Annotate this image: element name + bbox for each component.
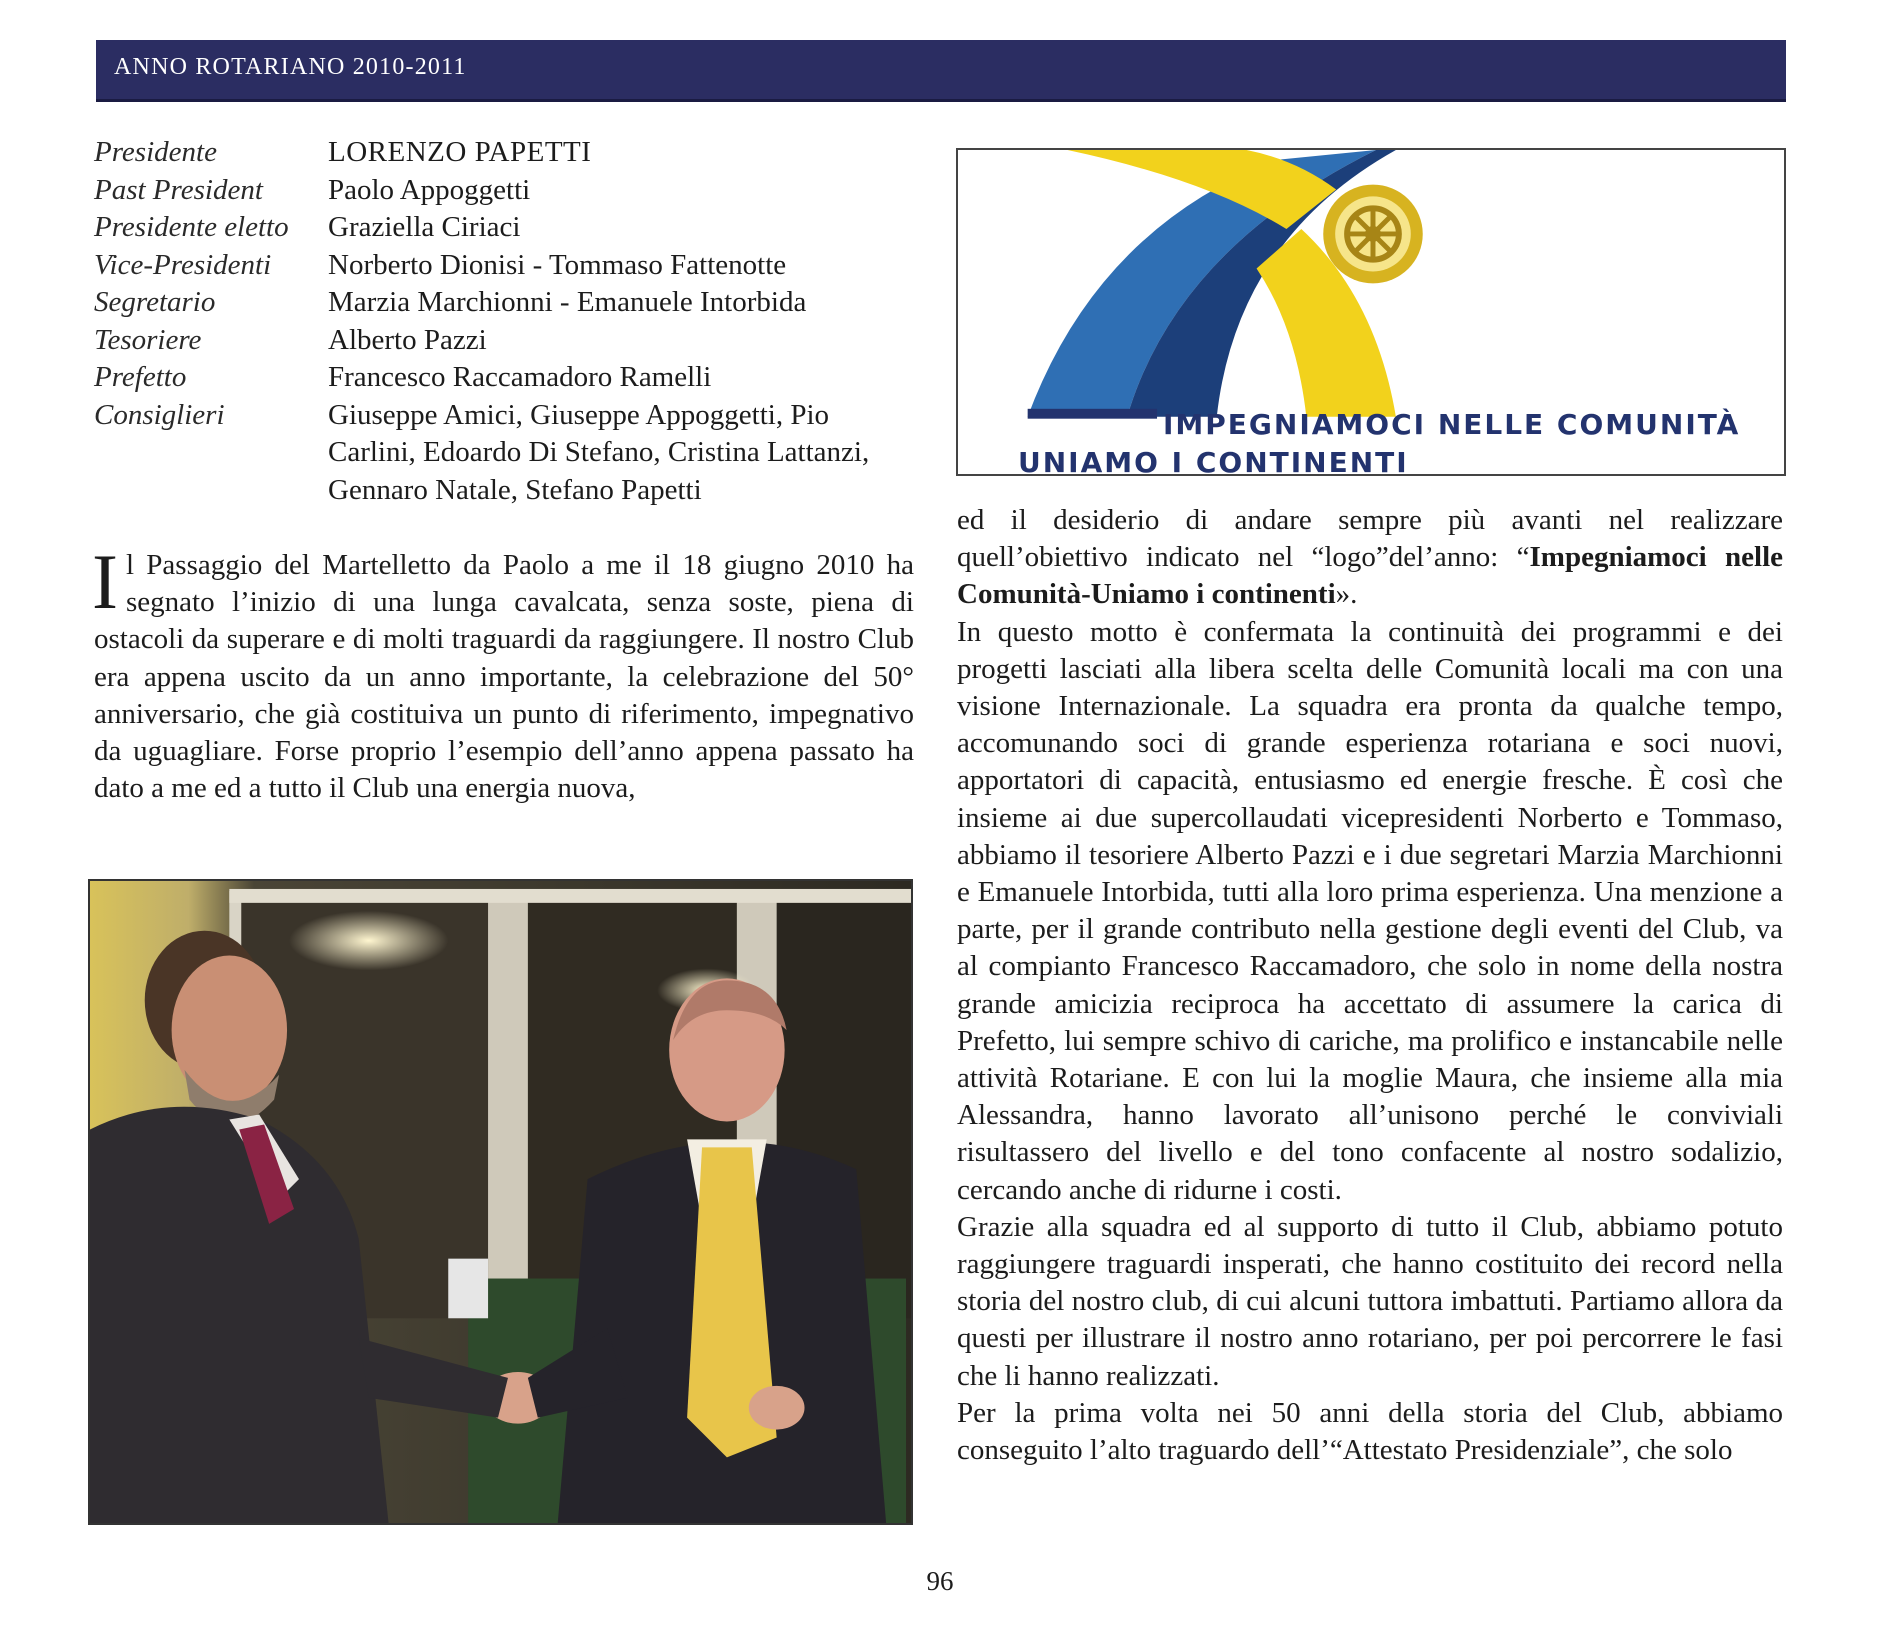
paragraph [957,502,1783,614]
officer-role: Vice-Presidenti [94,248,272,281]
officers-list [94,134,924,509]
logo-motto-line1: IMPEGNIAMOCI NELLE COMUNITÀ [1163,408,1741,441]
officer-name: Francesco Raccamadoro Ramelli [328,361,712,393]
officer-name: Marzia Marchionni - Emanuele Intorbida [328,286,807,318]
drop-cap: I [92,538,118,625]
section-header-band [96,40,1786,102]
officer-name: LORENZO PAPETTI [328,136,592,168]
officer-row [94,359,924,397]
officer-role: Consiglieri [94,398,225,431]
officer-row [94,284,924,322]
officer-row [94,172,924,210]
intro-paragraph [92,538,914,807]
handshake-photo [88,879,913,1525]
officer-role: Presidente eletto [94,211,289,243]
paragraph-text: ». [1335,578,1358,611]
intro-text: l Passaggio del Martelletto da Paolo a me il 18 giugno 2010 ha segnato l’inizio di una lunga cavalcata, senza soste, piena di ostacoli da superare e di molti traguardi da raggiungere. Il nostro Club era appena uscito da un anno importante, la celebrazione del 50° anniversario, che già costituiva un punto di riferimento, impegnativo da uguagliare. Forse proprio l’esempio dell’anno appena passato ha dato a me ed a tutto il Club una energia nuova, [94,549,914,805]
motto-bold: Impegniamoci nelle Comunità-Uniamo i continenti [957,541,1784,611]
officer-role: Presidente [94,136,217,168]
officer-name: Norberto Dionisi - Tommaso Fattenotte [328,248,787,281]
officer-role: Segretario [94,286,216,318]
paragraph: Grazie alla squadra ed al supporto di tutto il Club, abbiamo potuto raggiungere traguardi insperati, che hanno costituito dei record nella storia del nostro club, di cui alcuni tuttora imbattuti. Partiamo allora da questi per illustrare il nostro anno rotariano, per poi percorrere le fasi che li hanno realizzati. [957,1210,1783,1392]
paragraph: In questo motto è confermata la continuità dei programmi e dei progetti lasciati alla libera scelta delle Comunità locali ma con una visione Internazionale. La squadra era pronta da qualche tempo, accomunando soci di grande esperienza rotariana e soci nuovi, apportatori di capacità, entusiasmo ed energie fresche. È così che insieme ai due supercollaudati vicepresidenti Norberto e Tommaso, abbiamo il tesoriere Alberto Pazzi e i due segretari Marzia Marchionni e Emanuele Intorbida, tutti alla loro prima esperienza. Una menzione a parte, per il grande contributo nella gestione degli eventi del Club, va al compianto Francesco Raccamadoro, che solo in nome della nostra grande amicizia reciproca ha accettato di assumere la carica di Prefetto, lui sempre schivo di cariche, ma prolifico e instancabile nelle attività Rotariane. E con lui la moglie Maura, che insieme alla mia Alessandra, hanno lavorato all’unisono perché le conviviali risultassero del livello e del tono confacente al nostro sodalizio, cercando anche di ridurne i costi. [957,615,1783,1206]
officer-name: Giuseppe Amici, Giuseppe Appoggetti, Pio Carlini, Edoardo Di Stefano, Cristina Lattanzi, Gennaro Natale, Stefano Papetti [328,398,870,506]
rotary-theme-logo [956,148,1786,476]
logo-motto-line2: UNIAMO I CONTINENTI [1018,446,1409,476]
officer-row [94,209,924,247]
officer-role: Tesoriere [94,323,202,356]
section-title: ANNO ROTARIANO 2010-2011 [114,54,467,80]
officer-name: Graziella Ciriaci [328,211,521,243]
officer-row [94,134,924,172]
officer-row [94,247,924,285]
officer-role: Prefetto [94,361,187,393]
officer-name: Alberto Pazzi [328,323,487,356]
officer-role: Past President [94,173,263,206]
paragraph-text: ed il desiderio di andare sempre più avanti nel realizzare quell’obiettivo indicato nel “logo”del’anno: “ [957,504,1783,574]
page-number: 96 [926,1566,954,1596]
right-column-text [957,502,1783,1469]
officer-row [94,397,924,510]
paragraph: Per la prima volta nei 50 anni della storia del Club, abbiamo conseguito l’alto traguardo dell’“Attestato Presidenziale”, che solo [957,1396,1783,1467]
officer-row [94,322,924,360]
officer-name: Paolo Appoggetti [328,173,531,206]
